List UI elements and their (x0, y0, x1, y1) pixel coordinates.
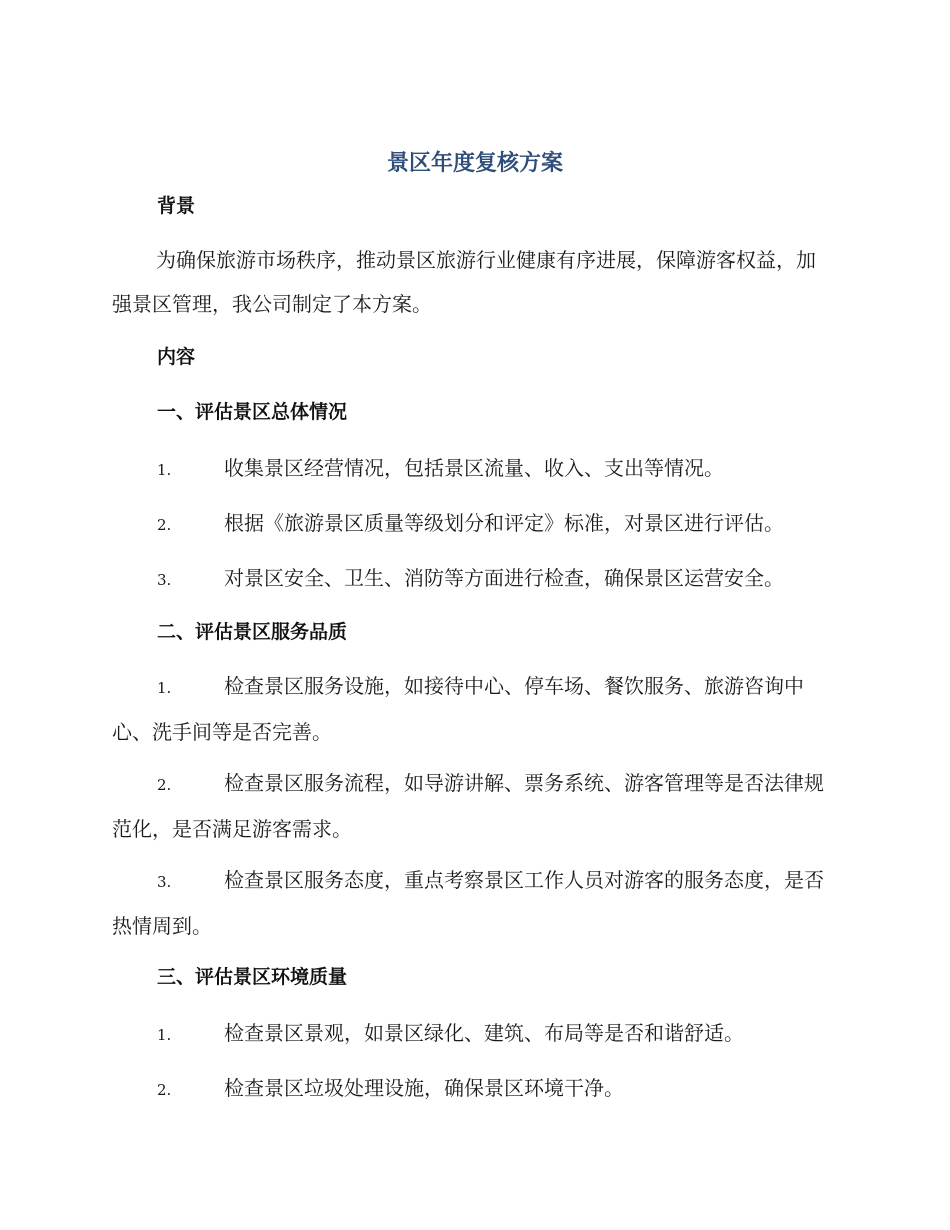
list-item-text: 检查景区景观，如景区绿化、建筑、布局等是否和谐舒适。 (224, 1021, 744, 1045)
list-item-text: 对景区安全、卫生、消防等方面进行检查，确保景区运营安全。 (224, 566, 784, 590)
list-item (112, 761, 834, 851)
list-item (112, 501, 834, 547)
list-item-number: 3. (157, 571, 172, 589)
content-heading: 内容 (157, 346, 196, 368)
background-heading: 背景 (157, 195, 196, 217)
background-paragraph: 为确保旅游市场秩序，推动景区旅游行业健康有序进展，保障游客权益，加强景区管理，我公司制定了本方案。 (112, 248, 816, 316)
list-item-text: 检查景区服务设施，如接待中心、停车场、餐饮服务、旅游咨询中心、洗手间等是否完善。 (112, 674, 804, 744)
list-item-number: 1. (157, 461, 172, 479)
list-item (112, 1066, 834, 1112)
list-item-number: 2. (157, 516, 172, 534)
list-item-number: 1. (157, 1026, 172, 1044)
list-item-number: 3. (157, 873, 172, 891)
section-heading-1: 一、评估景区总体情况 (157, 401, 348, 423)
document-title: 景区年度复核方案 (386, 151, 563, 176)
list-item (112, 664, 834, 754)
list-item (112, 446, 834, 492)
list-item-text: 检查景区垃圾处理设施，确保景区环境干净。 (224, 1076, 624, 1100)
list-item-text: 根据《旅游景区质量等级划分和评定》标准，对景区进行评估。 (224, 511, 784, 535)
section-heading-2: 二、评估景区服务品质 (157, 621, 348, 643)
list-item-number: 1. (157, 679, 172, 697)
list-item-number: 2. (157, 1081, 172, 1099)
section-heading-3: 三、评估景区环境质量 (157, 966, 348, 988)
list-item-text: 检查景区服务态度，重点考察景区工作人员对游客的服务态度，是否热情周到。 (112, 868, 824, 938)
list-item-text: 检查景区服务流程，如导游讲解、票务系统、游客管理等是否法律规范化，是否满足游客需求。 (112, 771, 824, 841)
list-item (112, 556, 834, 602)
list-item (112, 858, 834, 948)
list-item (112, 1011, 834, 1057)
list-item-number: 2. (157, 776, 172, 794)
list-item-text: 收集景区经营情况，包括景区流量、收入、支出等情况。 (224, 456, 724, 480)
